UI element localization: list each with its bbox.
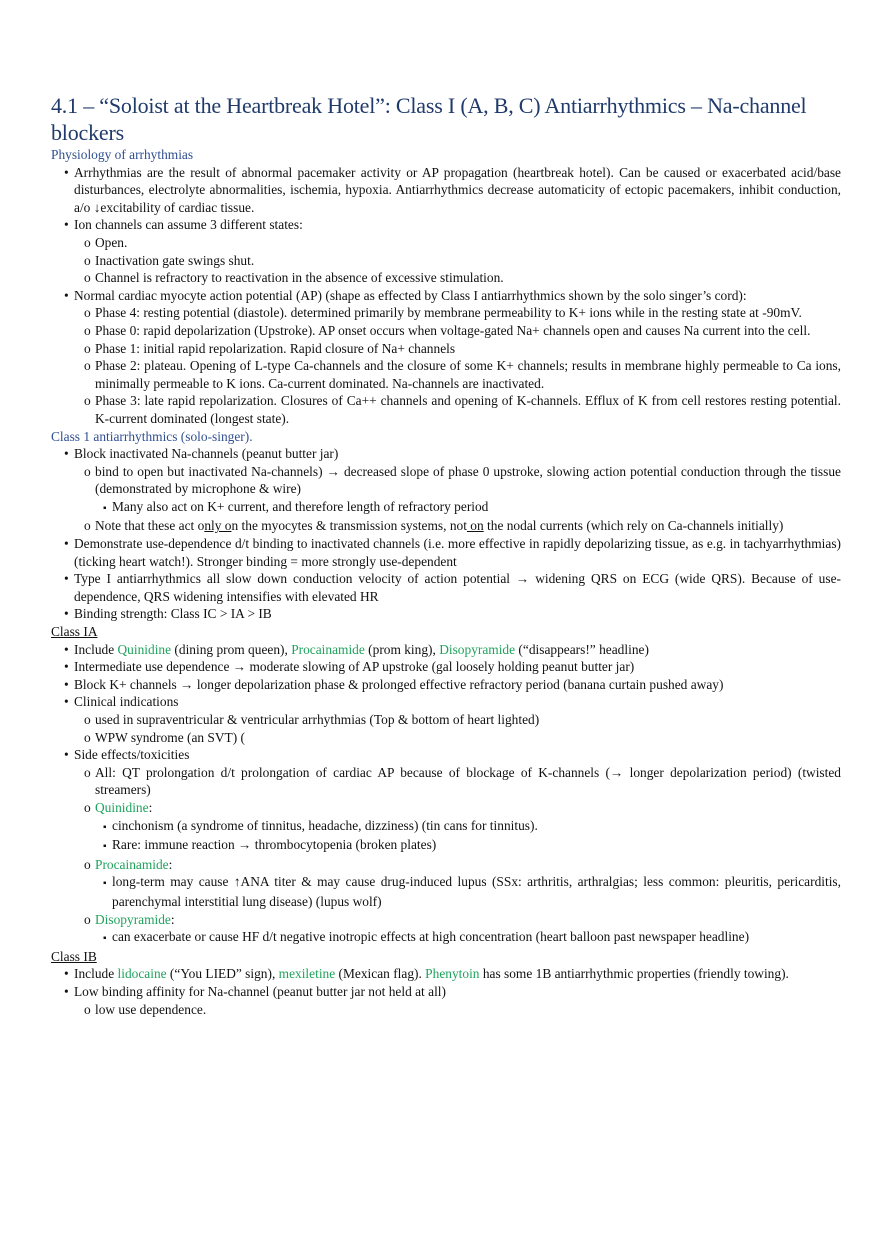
sub-sub-list-item: ▪ cinchonism (a syndrome of tinnitus, headache, dizziness) (tin cans for tinnitus). bbox=[103, 817, 538, 833]
drug-name: Procainamide bbox=[291, 641, 365, 657]
sub-list-item: o Inactivation gate swings shut. bbox=[84, 252, 255, 268]
bullet-marker: • bbox=[64, 217, 69, 233]
drug-name: Phenytoin bbox=[425, 966, 480, 982]
list-item: • Clinical indications bbox=[64, 694, 179, 710]
sub-sub-list-item: ▪ Many also act on K+ current, and therefore length of refractory period bbox=[103, 498, 489, 514]
sub-list-item: o Channel is refractory to reactivation in the absence of excessive stimulation. bbox=[84, 270, 504, 286]
sub-list-item: o WPW syndrome (an SVT) ( bbox=[84, 729, 245, 745]
list-item: • Arrhythmias are the result of abnormal pacemaker activity or AP propagation (heartbreak hotel). Can be caused or exacerbated acid/base disturbances, electrolyte abnormalities, ischemia, hypoxia. Antiarrhythmics decrease automaticity of ectopic pacemakers, inhibit conduction, a/o ↓excitability of cardiac tissue. bbox=[64, 164, 841, 215]
drug-name: Quinidine bbox=[95, 799, 149, 815]
drug-name: Procainamide bbox=[95, 856, 169, 872]
drug-name: Disopyramide bbox=[95, 911, 171, 927]
sub-list-item: o Phase 1: initial rapid repolarization. Rapid closure of Na+ channels bbox=[84, 340, 456, 356]
bullet-marker: • bbox=[64, 571, 69, 587]
bullet-marker: • bbox=[64, 164, 69, 180]
list-item: • Block inactivated Na-channels (peanut butter jar) bbox=[64, 446, 339, 462]
drug-name: Disopyramide bbox=[439, 641, 516, 657]
bullet-marker: • bbox=[64, 966, 69, 982]
sub-list-item: o All: QT prolongation d/t prolongation of cardiac AP because of blockage of K-channels (→ longer depolarization period) (twisted streamers) bbox=[84, 764, 841, 798]
section-heading-physiology: Physiology of arrhythmias bbox=[51, 147, 194, 162]
bullet-marker: • bbox=[64, 641, 69, 657]
bullet-marker: • bbox=[64, 446, 69, 462]
list-item: • Demonstrate use-dependence d/t binding to inactivated channels (i.e. more effective in rapidly depolarizing tissue, as e.g. in tachyarrhythmias) (ticking heart watch!). Stronger binding = more strongly use-dependent bbox=[64, 536, 841, 569]
bullet-marker: • bbox=[64, 287, 69, 303]
list-item: • Include Quinidine (dining prom queen), Procainamide (prom king), Disopyramide (“disappears!” headline) bbox=[64, 641, 649, 657]
sub-list-item: o low use dependence. bbox=[84, 1001, 207, 1017]
sub-list-item: o Phase 2: plateau. Opening of L-type Ca-channels and the closure of some K+ channels; results in membrane highly permeable to Ca ions, minimally permeable to K ions. Ca-current dominated. Na-channels are inactivated. bbox=[84, 358, 841, 391]
bullet-marker: • bbox=[64, 747, 69, 763]
sub-list-item: o Open. bbox=[84, 234, 128, 250]
sub-sub-list-item: ▪ Rare: immune reaction → thrombocytopenia (broken plates) bbox=[103, 837, 437, 853]
bullet-marker: • bbox=[64, 659, 69, 675]
sub-list-item: o Phase 4: resting potential (diastole). determined primarily by membrane permeability to K+ ions while in the resting state at -90mV. bbox=[84, 305, 802, 321]
list-item: • Block K+ channels → longer depolarization phase & prolonged effective refractory period (banana curtain pushed away) bbox=[64, 676, 724, 692]
sub-list-item: o Procainamide: bbox=[84, 856, 173, 872]
sub-sub-list-item: ▪ long-term may cause ↑ANA titer & may cause drug-induced lupus (SSx: arthritis, arthralgias; less common: pleuritis, pericarditis, parenchymal interstitial lung disease) (lupus wolf) bbox=[103, 874, 841, 909]
sub-list-item: o Quinidine: bbox=[84, 799, 153, 815]
drug-name: mexiletine bbox=[278, 966, 336, 982]
page-title: 4.1 – “Soloist at the Heartbreak Hotel”: Class I (A, B, C) Antiarrhythmics – Na-channel blockers bbox=[51, 93, 807, 145]
document-page bbox=[51, 92, 841, 1018]
sub-list-item: o Note that these act only on the myocytes & transmission systems, not on the nodal currents (which rely on Ca-channels initially) bbox=[84, 518, 784, 534]
bullet-marker: • bbox=[64, 606, 69, 622]
list-item: • Ion channels can assume 3 different states: bbox=[64, 217, 303, 233]
bullet-marker: • bbox=[64, 983, 69, 999]
section-heading-class-ib: Class IB bbox=[51, 948, 97, 964]
sub-list-item: o bind to open but inactivated Na-channels) → decreased slope of phase 0 upstroke, slowing action potential conduction through the tissue (demonstrated by microphone & wire) bbox=[84, 463, 841, 497]
sub-list-item: o Phase 0: rapid depolarization (Upstroke). AP onset occurs when voltage-gated Na+ channels open and causes Na current into the cell. bbox=[84, 322, 811, 338]
bullet-marker: • bbox=[64, 694, 69, 710]
sub-list-item: o Phase 3: late rapid repolarization. Closures of Ca++ channels and opening of K-channels. Efflux of K from cell restores resting potential. K-current dominated (longest state). bbox=[84, 393, 841, 426]
list-item: • Type I antiarrhythmics all slow down conduction velocity of action potential → widening QRS on ECG (wide QRS). Because of use-dependence, QRS widening intensifies with elevated HR bbox=[64, 571, 841, 604]
list-item: • Binding strength: Class IC > IA > IB bbox=[64, 606, 272, 622]
list-item: • Normal cardiac myocyte action potential (AP) (shape as effected by Class I antiarrhythmics shown by the solo singer’s cord): bbox=[64, 287, 747, 303]
sub-list-item: o used in supraventricular & ventricular arrhythmias (Top & bottom of heart lighted) bbox=[84, 712, 540, 727]
sub-sub-list-item: ▪ can exacerbate or cause HF d/t negative inotropic effects at high concentration (heart balloon past newspaper headline) bbox=[103, 929, 750, 945]
bullet-marker: • bbox=[64, 676, 69, 692]
list-item: • Include lidocaine (“You LIED” sign), mexiletine (Mexican flag). Phenytoin has some 1B antiarrhythmic properties (friendly towing). bbox=[64, 966, 789, 982]
section-heading-class1: Class 1 antiarrhythmics (solo-singer). bbox=[51, 428, 253, 444]
list-item: • Intermediate use dependence → moderate slowing of AP upstroke (gal loosely holding peanut butter jar) bbox=[64, 659, 635, 675]
list-item: • Low binding affinity for Na-channel (peanut butter jar not held at all) bbox=[64, 983, 446, 999]
drug-name: lidocaine bbox=[117, 966, 167, 982]
section-heading-class-ia: Class IA bbox=[51, 624, 98, 640]
drug-name: Quinidine bbox=[117, 641, 172, 657]
list-item: • Side effects/toxicities bbox=[64, 747, 190, 763]
bullet-marker: • bbox=[64, 536, 69, 552]
sub-list-item: o Disopyramide: bbox=[84, 911, 175, 927]
